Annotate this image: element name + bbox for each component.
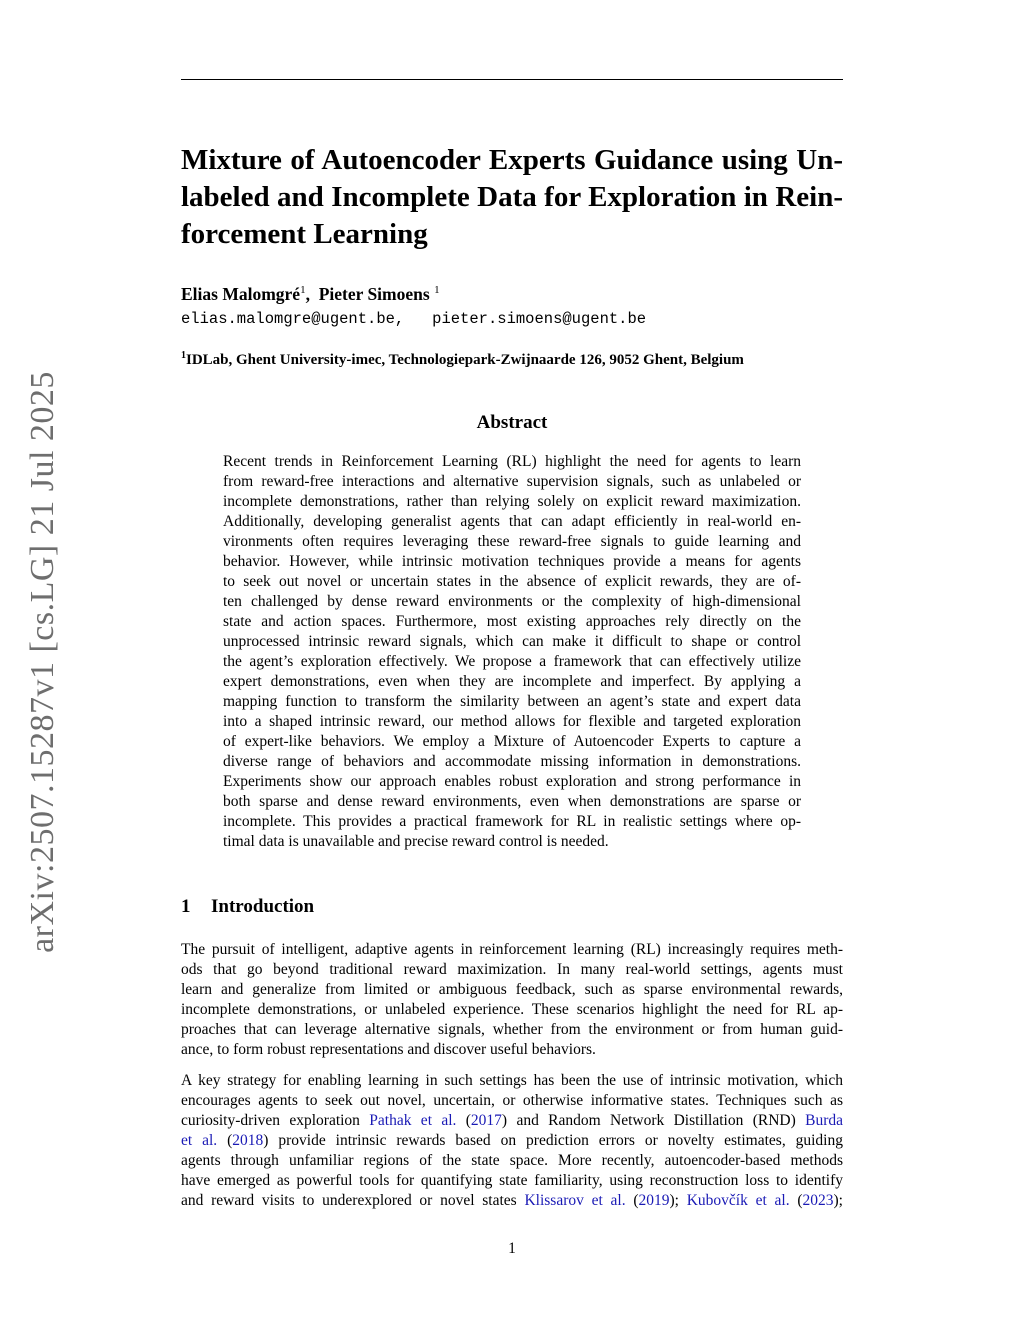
arxiv-stamp: arXiv:2507.15287v1 [cs.LG] 21 Jul 2025 xyxy=(24,371,61,953)
section-title: Introduction xyxy=(211,896,315,917)
abstract-line: vironments often requires leveraging these reward-free signals to guide learning and xyxy=(223,533,801,550)
title-line: labeled and Incomplete Data for Exploration in Rein- xyxy=(181,181,843,213)
abstract-line: timal data is unavailable and precise reward control is needed. xyxy=(223,833,609,850)
author-emails xyxy=(181,310,646,328)
top-rule xyxy=(181,79,843,80)
paragraph-line: et al. (2018) provide intrinsic rewards based on prediction errors or novelty estimates, guiding xyxy=(181,1132,843,1149)
citation-link[interactable]: Kubovčík et al. xyxy=(686,1192,790,1209)
intro-paragraph xyxy=(181,1071,843,1211)
citation-link[interactable]: et al. xyxy=(181,1132,218,1149)
abstract-line: expert demonstrations, even when they are incomplete and imperfect. By applying a xyxy=(223,673,801,690)
paragraph-line: proaches that can leverage alternative signals, whether from the environment or from human guid- xyxy=(181,1021,843,1038)
paragraph-line: incomplete demonstrations, or unlabeled experience. These scenarios highlight the need for RL ap- xyxy=(181,1001,843,1018)
abstract-line: behavior. However, while intrinsic motivation techniques provide a means for agents xyxy=(223,553,801,570)
paragraph-line: curiosity-driven exploration Pathak et al. (2017) and Random Network Distillation (RND) Burda xyxy=(181,1112,843,1129)
abstract-line: Additionally, developing generalist agents that can adapt efficiently in real-world en- xyxy=(223,513,801,530)
title-line: forcement Learning xyxy=(181,218,428,250)
abstract-line: into a shaped intrinsic reward, our method allows for flexible and targeted exploration xyxy=(223,713,801,730)
abstract-body xyxy=(223,452,801,852)
abstract-line: from reward-free interactions and alternative supervision signals, such as unlabeled or xyxy=(223,473,801,490)
abstract-line: both sparse and dense reward environments, even when demonstrations are sparse or xyxy=(223,793,801,810)
abstract-line: diverse range of behaviors and accommodate missing information in demonstrations. xyxy=(223,753,801,770)
abstract-line: mapping function to transform the similarity between an agent’s state and expert data xyxy=(223,693,801,710)
affiliation-text: IDLab, Ghent University-imec, Technologiepark-Zwijnaarde 126, 9052 Ghent, Belgium xyxy=(186,352,744,368)
paragraph-line: ods that go beyond traditional reward maximization. In many real-world settings, agents must xyxy=(181,961,843,978)
section-number: 1 xyxy=(181,896,191,917)
paragraph-line: The pursuit of intelligent, adaptive agents in reinforcement learning (RL) increasingly requires meth- xyxy=(181,941,843,958)
title-line: Mixture of Autoencoder Experts Guidance using Un- xyxy=(181,144,843,176)
author-name: Pieter Simoens xyxy=(318,284,430,304)
affiliation-mark: 1 xyxy=(434,284,440,297)
section-heading xyxy=(181,896,314,918)
abstract-line: unprocessed intrinsic reward signals, which can make it difficult to shape or control xyxy=(223,633,801,650)
abstract-line: state and action spaces. Furthermore, most existing approaches rely directly on the xyxy=(223,613,801,630)
page-number: 1 xyxy=(508,1240,516,1257)
paragraph-line: ance, to form robust representations and discover useful behaviors. xyxy=(181,1041,596,1058)
abstract-line: to seek out novel or uncertain states in the absence of explicit rewards, they are of- xyxy=(223,573,801,590)
paragraph-line: agents through unfamiliar regions of the state space. More recently, autoencoder-based methods xyxy=(181,1152,843,1169)
abstract-line: incomplete. This provides a practical framework for RL in realistic settings where op- xyxy=(223,813,801,830)
abstract-line: Experiments show our approach enables robust exploration and strong performance in xyxy=(223,773,801,790)
intro-paragraph xyxy=(181,940,843,1060)
paragraph-line: encourages agents to seek out novel, uncertain, or otherwise informative states. Techniques such as xyxy=(181,1092,843,1109)
abstract-heading: Abstract xyxy=(476,412,548,433)
paragraph-line: and reward visits to underexplored or novel states Klissarov et al. (2019); Kubovčík et al. (2023); xyxy=(181,1192,843,1209)
citation-year-link[interactable]: 2017 xyxy=(470,1112,502,1129)
citation-link[interactable]: Klissarov et al. xyxy=(524,1192,626,1209)
citation-link[interactable]: Pathak et al. xyxy=(369,1112,457,1129)
abstract-line: Recent trends in Reinforcement Learning (RL) highlight the need for agents to learn xyxy=(223,453,801,470)
citation-link[interactable]: Burda xyxy=(805,1112,843,1129)
affiliation-mark: 1 xyxy=(181,350,186,361)
author-email: elias.malomgre@ugent.be, xyxy=(181,310,405,328)
citation-year-link[interactable]: 2019 xyxy=(638,1192,670,1209)
abstract-line: incomplete demonstrations, rather than relying solely on explicit reward maximization. xyxy=(223,493,801,510)
author-name: Elias Malomgré xyxy=(181,284,301,304)
citation-year-link[interactable]: 2018 xyxy=(232,1132,264,1149)
author-email: pieter.simoens@ugent.be xyxy=(432,310,647,328)
author-list: Elias Malomgré$^1$, Pieter Simoens $^1$ xyxy=(181,284,440,304)
abstract-line: the agent’s exploration effectively. We propose a framework that can effectively utilize xyxy=(223,653,801,670)
paper-title xyxy=(181,142,843,253)
abstract-line: ten challenged by dense reward environments or the complexity of high-dimensional xyxy=(223,593,801,610)
citation-year-link[interactable]: 2023 xyxy=(802,1192,834,1209)
paragraph-line: learn and generalize from limited or ambiguous feedback, such as sparse environmental rewards, xyxy=(181,981,843,998)
affiliation xyxy=(181,350,744,369)
abstract-line: of expert-like behaviors. We employ a Mixture of Autoencoder Experts to capture a xyxy=(223,733,801,750)
paragraph-line: have emerged as powerful tools for quantifying state familiarity, using reconstruction loss to identify xyxy=(181,1172,843,1189)
affiliation-mark: 1 xyxy=(300,284,306,297)
paragraph-line: A key strategy for enabling learning in such settings has been the use of intrinsic motivation, which xyxy=(181,1072,843,1089)
